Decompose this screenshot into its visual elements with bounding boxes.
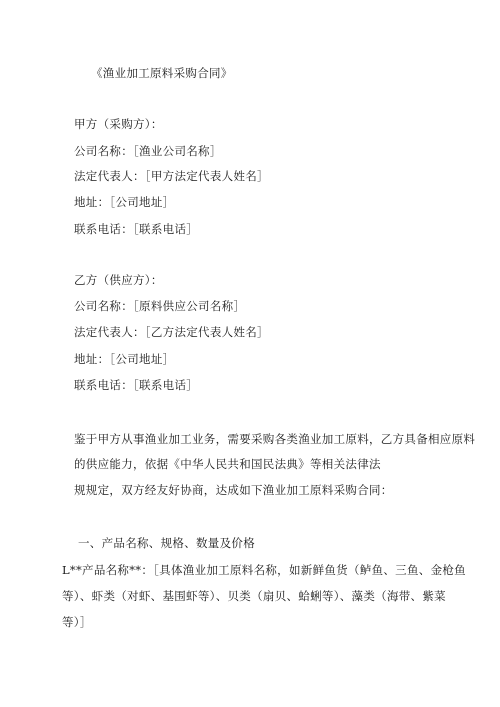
preamble-line: 的供应能力，依据《中华人民共和国民法典》等相关法律法 (74, 457, 381, 471)
party-b-phone: 联系电话：［联系电话］ (74, 378, 199, 392)
section-heading: 一、产品名称、规格、数量及价格 (78, 536, 255, 550)
party-a-representative: 法定代表人：［甲方法定代表人姓名］ (74, 169, 269, 183)
party-b-address: 地址：［公司地址］ (74, 352, 175, 366)
party-b-representative: 法定代表人：［乙方法定代表人姓名］ (74, 325, 269, 339)
party-b-heading: 乙方（供应方）： (74, 273, 163, 287)
party-a-company: 公司名称：［渔业公司名称］ (74, 144, 222, 158)
party-a-heading: 甲方（采购方）： (74, 117, 163, 131)
product-name-line: 等）］ (62, 615, 92, 629)
product-name-line: 等）、虾类（对虾、基围虾等）、贝类（扇贝、蛤蜊等）、藻类（海带、紫菜 (62, 589, 446, 603)
party-a-phone: 联系电话：［联系电话］ (74, 222, 199, 236)
party-a-address: 地址：［公司地址］ (74, 195, 175, 209)
preamble-line: 规规定，双方经友好协商，达成如下渔业加工原料采购合同： (74, 483, 393, 497)
party-b-company: 公司名称：［原料供应公司名称］ (74, 299, 246, 313)
product-name-line: L**产品名称**：［具体渔业加工原料名称，如新鲜鱼货（鲈鱼、三鱼、金枪鱼 (62, 563, 466, 577)
preamble-line: 鉴于甲方从事渔业加工业务，需要采购各类渔业加工原料，乙方具备相应原料 (74, 432, 476, 446)
document-title: 《渔业加工原料采购合同》 (91, 66, 233, 80)
